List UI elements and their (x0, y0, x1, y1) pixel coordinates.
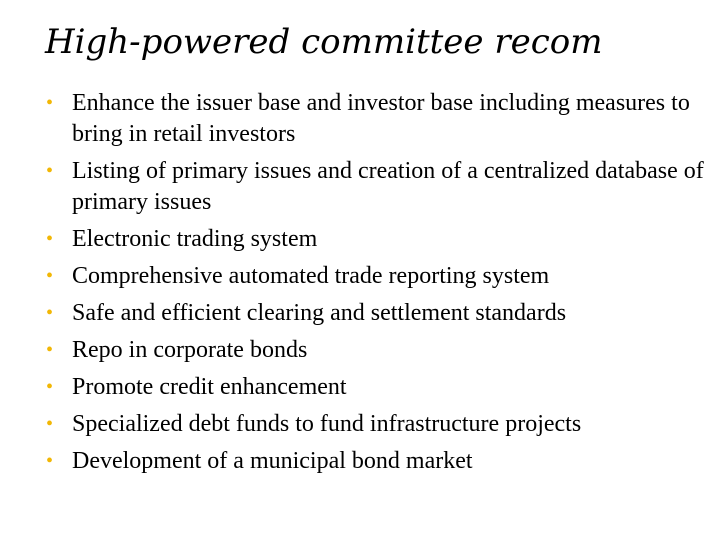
bullet-icon: • (46, 413, 54, 435)
bullet-text: Comprehensive automated trade reporting system (72, 263, 550, 289)
bullet-list (46, 88, 706, 483)
bullet-text: Repo in corporate bonds (72, 337, 308, 363)
list-item (46, 409, 706, 440)
bullet-icon: • (46, 302, 54, 324)
list-item (46, 372, 706, 403)
bullet-icon: • (46, 92, 54, 114)
bullet-text: Development of a municipal bond market (72, 448, 473, 474)
bullet-text: Specialized debt funds to fund infrastructure projects (72, 411, 582, 437)
bullet-icon: • (46, 450, 54, 472)
bullet-icon: • (46, 160, 54, 182)
bullet-icon: • (46, 376, 54, 398)
bullet-text: Safe and efficient clearing and settlement standards (72, 300, 567, 326)
list-item (46, 261, 706, 292)
list-item (46, 335, 706, 366)
bullet-icon: • (46, 339, 54, 361)
bullet-text: Enhance the issuer base and investor base including measures to bring in retail investors (72, 90, 690, 147)
slide-title: High-powered committee recom (45, 22, 603, 62)
list-item (46, 224, 706, 255)
bullet-text: Electronic trading system (72, 226, 318, 252)
list-item (46, 88, 706, 150)
bullet-icon: • (46, 228, 54, 250)
list-item (46, 446, 706, 477)
list-item (46, 298, 706, 329)
list-item (46, 156, 706, 218)
bullet-text: Listing of primary issues and creation of a centralized database of primary issues (72, 158, 704, 215)
bullet-text: Promote credit enhancement (72, 374, 347, 400)
bullet-icon: • (46, 265, 54, 287)
